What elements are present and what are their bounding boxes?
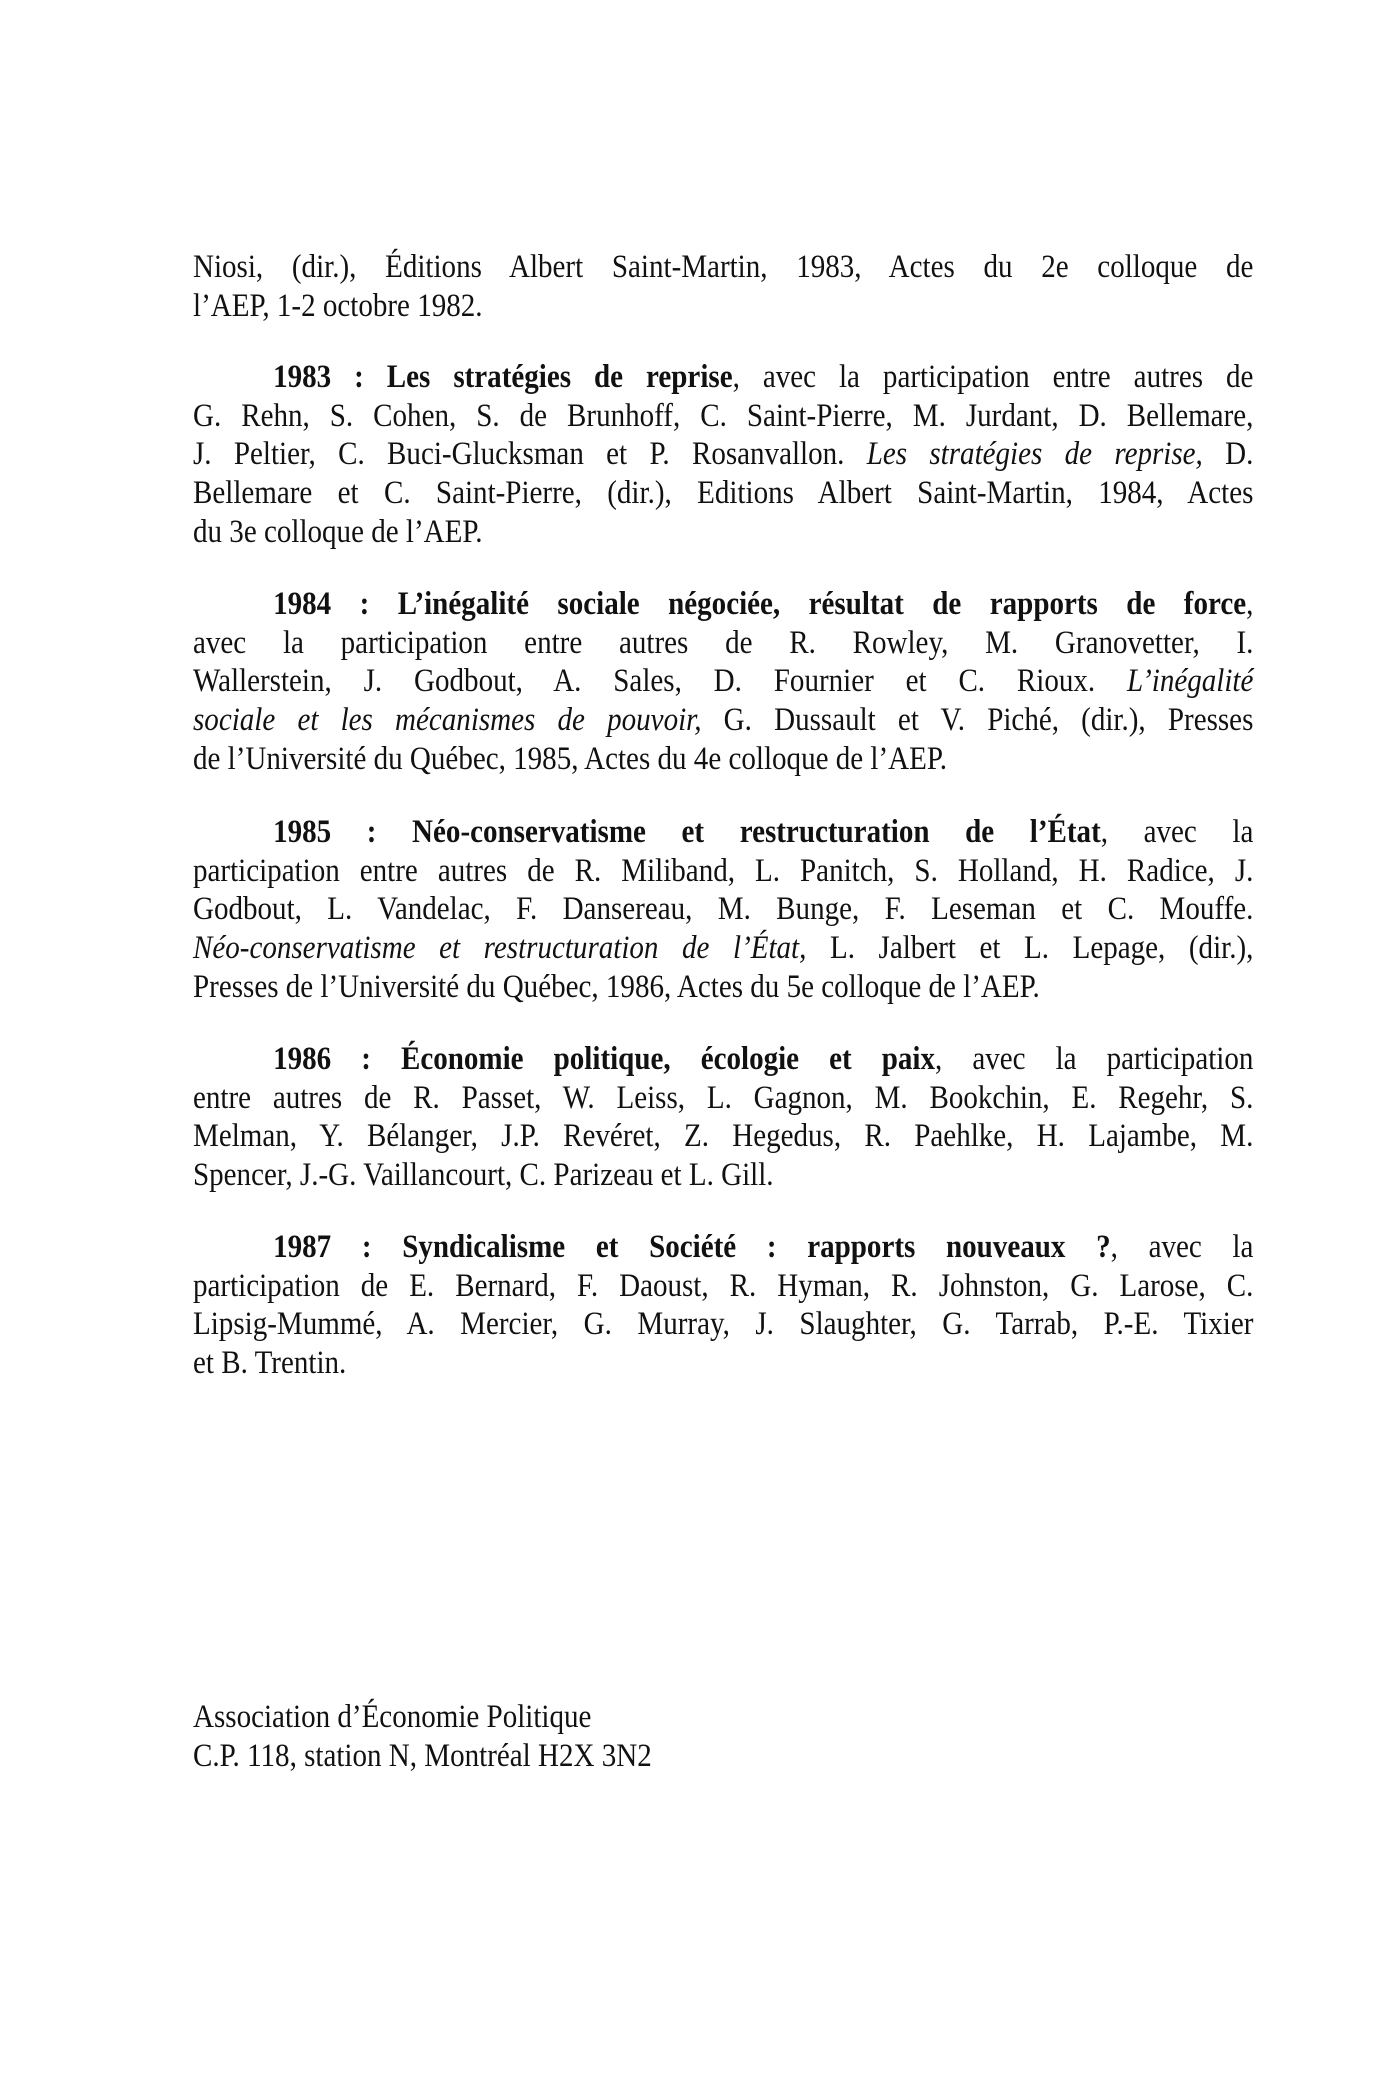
text-segment: de l’Université du Québec, 1985, Actes du 4e colloque de l’AEP. bbox=[193, 740, 948, 777]
italic-book-title: L’inégalité bbox=[1127, 663, 1254, 700]
italic-book-title: Néo-conservatisme et restructuration de l’État, bbox=[193, 930, 807, 967]
text-segment: G. Rehn, S. Cohen, S. de Brunhoff, C. Saint-Pierre, M. Jurdant, D. Bellemare, bbox=[193, 397, 1254, 434]
text-segment: Godbout, L. Vandelac, F. Dansereau, M. Bunge, F. Leseman et C. Mouffe. bbox=[193, 891, 1254, 928]
text-line bbox=[193, 890, 1253, 929]
text-line bbox=[193, 397, 1253, 436]
paragraph-intro bbox=[193, 248, 1253, 325]
address-postal: C.P. 118, station N, Montréal H2X 3N2 bbox=[193, 1737, 652, 1774]
text-segment: , avec la participation bbox=[935, 1041, 1254, 1077]
text-segment: Melman, Y. Bélanger, J.P. Revéret, Z. Hegedus, R. Paehlke, H. Lajambe, M. bbox=[193, 1118, 1254, 1155]
paragraph-1984 bbox=[193, 585, 1253, 778]
italic-book-title: sociale et les mécanismes de pouvoir, bbox=[193, 702, 702, 739]
text-line bbox=[193, 1079, 1253, 1118]
text-segment: D. bbox=[1202, 436, 1254, 473]
text-line bbox=[193, 585, 1253, 624]
text-line bbox=[193, 287, 1253, 326]
text-line bbox=[193, 358, 1253, 397]
text-segment: J. Peltier, C. Buci-Glucksman et P. Rosanvallon. bbox=[193, 436, 867, 473]
text-segment: entre autres de R. Passet, W. Leiss, L. Gagnon, M. Bookchin, E. Regehr, S. bbox=[193, 1079, 1254, 1116]
paragraph-1983 bbox=[193, 358, 1253, 551]
text-segment: l’AEP, 1-2 octobre 1982. bbox=[193, 287, 483, 324]
text-line bbox=[193, 1156, 1253, 1195]
bold-title: 1985 : Néo-conservatisme et restructuration de l’État bbox=[273, 814, 1101, 850]
text-segment: Lipsig-Mummé, A. Mercier, G. Murray, J. Slaughter, G. Tarrab, P.-E. Tixier bbox=[193, 1306, 1254, 1343]
text-line bbox=[193, 435, 1253, 474]
text-segment: L. Jalbert et L. Lepage, (dir.), bbox=[806, 930, 1254, 967]
text-line bbox=[193, 474, 1253, 513]
paragraph-1987 bbox=[193, 1228, 1253, 1383]
address-block bbox=[193, 1698, 1253, 1775]
address-organization: Association d’Économie Politique bbox=[193, 1699, 592, 1735]
paragraph-1986 bbox=[193, 1040, 1253, 1195]
text-line bbox=[193, 1267, 1253, 1306]
text-line bbox=[193, 813, 1253, 852]
text-segment: , bbox=[1246, 586, 1254, 622]
text-segment: et B. Trentin. bbox=[193, 1345, 347, 1382]
text-line bbox=[193, 1040, 1253, 1079]
bold-title: 1987 : Syndicalisme et Société : rapports nouveaux ? bbox=[273, 1229, 1111, 1265]
bold-title: 1986 : Économie politique, écologie et paix bbox=[273, 1041, 936, 1077]
text-segment: Niosi, (dir.), Éditions Albert Saint-Martin, 1983, Actes du 2e colloque de bbox=[193, 249, 1254, 285]
paragraph-1985 bbox=[193, 813, 1253, 1006]
text-segment: , avec la participation entre autres de bbox=[732, 359, 1254, 395]
text-segment: Presses de l’Université du Québec, 1986, Actes du 5e colloque de l’AEP. bbox=[193, 968, 1040, 1005]
text-segment: avec la participation entre autres de R. Rowley, M. Granovetter, I. bbox=[193, 624, 1254, 661]
text-line bbox=[193, 1228, 1253, 1267]
text-line bbox=[193, 740, 1253, 779]
text-line bbox=[193, 929, 1253, 968]
text-segment: Spencer, J.-G. Vaillancourt, C. Parizeau et L. Gill. bbox=[193, 1157, 774, 1194]
bold-title: 1983 : Les stratégies de reprise bbox=[273, 359, 733, 395]
text-line bbox=[193, 1117, 1253, 1156]
text-segment: du 3e colloque de l’AEP. bbox=[193, 513, 483, 550]
text-line bbox=[193, 662, 1253, 701]
text-line bbox=[193, 1344, 1253, 1383]
text-line bbox=[193, 1305, 1253, 1344]
text-segment: , avec la bbox=[1110, 1229, 1254, 1265]
text-segment: G. Dussault et V. Piché, (dir.), Presses bbox=[701, 702, 1254, 739]
text-line bbox=[193, 701, 1253, 740]
text-segment: , avec la bbox=[1100, 814, 1254, 850]
text-segment: participation entre autres de R. Miliband, L. Panitch, S. Holland, H. Radice, J. bbox=[193, 852, 1254, 889]
italic-book-title: Les stratégies de reprise, bbox=[866, 436, 1203, 473]
text-segment: participation de E. Bernard, F. Daoust, R. Hyman, R. Johnston, G. Larose, C. bbox=[193, 1267, 1254, 1304]
text-segment: Bellemare et C. Saint-Pierre, (dir.), Editions Albert Saint-Martin, 1984, Actes bbox=[193, 475, 1254, 512]
text-line bbox=[193, 248, 1253, 287]
text-line bbox=[193, 852, 1253, 891]
text-segment: Wallerstein, J. Godbout, A. Sales, D. Fournier et C. Rioux. bbox=[193, 663, 1128, 700]
text-line bbox=[193, 968, 1253, 1007]
text-line bbox=[193, 624, 1253, 663]
text-line bbox=[193, 513, 1253, 552]
bold-title: 1984 : L’inégalité sociale négociée, résultat de rapports de force bbox=[273, 586, 1247, 622]
